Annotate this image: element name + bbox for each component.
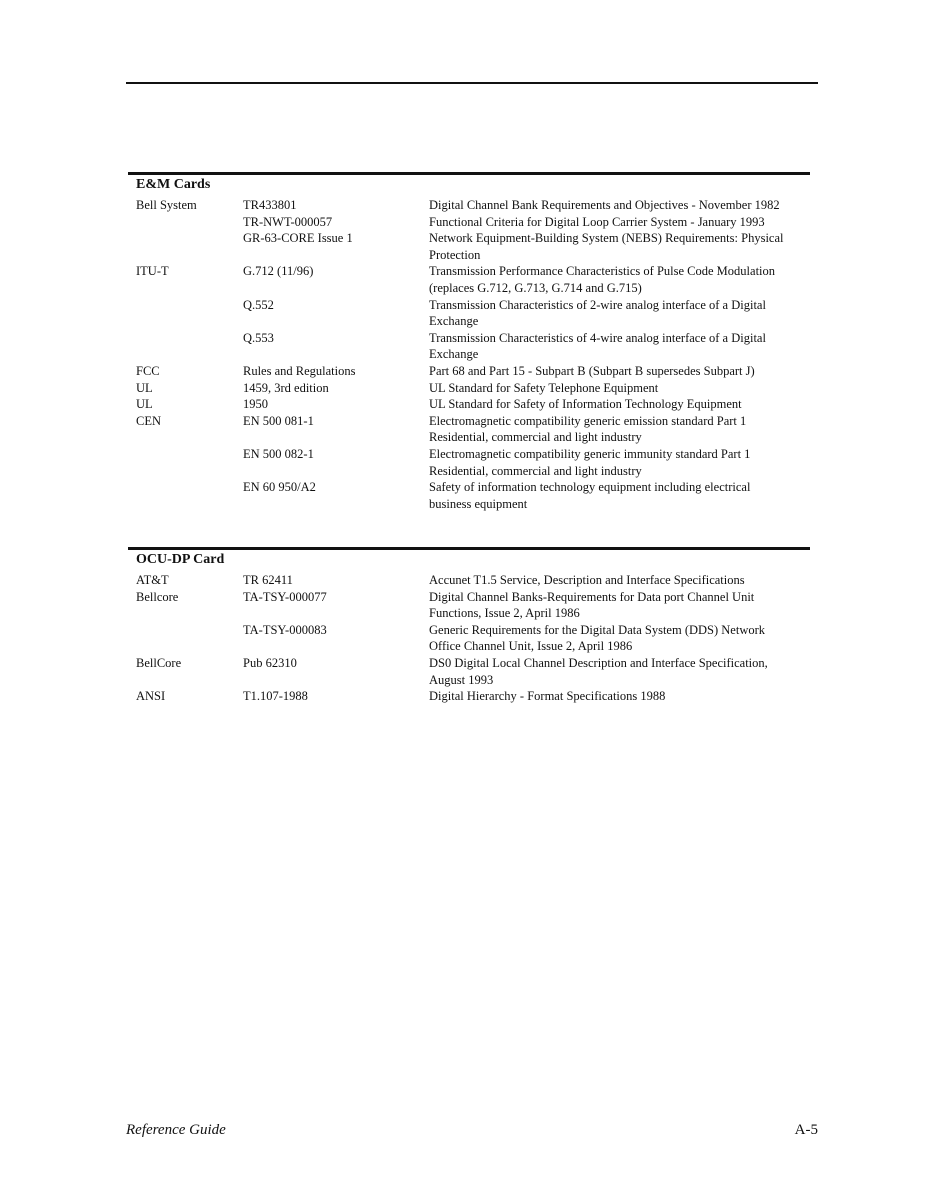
table-row	[133, 446, 810, 479]
section-heading: OCU-DP Card	[136, 552, 225, 567]
organization-cell: FCC	[136, 363, 160, 378]
standard-cell: TR433801	[243, 198, 297, 212]
organization-cell	[133, 479, 231, 512]
organization-cell: UL	[136, 397, 153, 412]
section-ocu-dp-card	[133, 547, 810, 705]
description-cell: Transmission Performance Characteristics of Pulse Code Modulation (replaces G.712, G.713, G.714 and G.715)	[429, 264, 776, 295]
description-cell: Digital Hierarchy - Format Specifications 1988	[429, 689, 666, 704]
description-cell: Transmission Characteristics of 4-wire analog interface of a Digital Exchange	[429, 330, 766, 362]
table-row	[133, 330, 810, 363]
description-cell: Transmission Characteristics of 2-wire analog interface of a Digital Exchange	[429, 297, 766, 329]
table-row	[133, 380, 810, 397]
standard-cell: T1.107-1988	[243, 689, 308, 704]
standard-cell: Q.552	[243, 297, 274, 312]
organization-cell	[133, 230, 231, 263]
standard-cell: Rules and Regulations	[243, 363, 356, 378]
description-cell: Electromagnetic compatibility generic emission standard Part 1 Residential, commercial and light industry	[429, 413, 747, 445]
organization-cell: UL	[136, 380, 153, 395]
table-row	[133, 655, 810, 688]
table-row	[133, 688, 810, 705]
section-heading: E&M Cards	[136, 177, 211, 192]
organization-cell	[133, 330, 231, 363]
standards-table	[133, 572, 810, 705]
table-row	[133, 214, 810, 231]
description-cell: Part 68 and Part 15 - Subpart B (Subpart B supersedes Subpart J)	[429, 363, 755, 378]
description-cell: UL Standard for Safety of Information Technology Equipment	[429, 397, 742, 412]
organization-cell: CEN	[136, 413, 161, 428]
description-cell: Electromagnetic compatibility generic immunity standard Part 1 Residential, commercial and light industry	[429, 446, 751, 478]
table-row	[133, 413, 810, 446]
standard-cell: GR-63-CORE Issue 1	[243, 231, 353, 246]
description-cell: Functional Criteria for Digital Loop Carrier System - January 1993	[429, 214, 765, 229]
description-cell: Digital Channel Banks-Requirements for Data port Channel Unit Functions, Issue 2, April 1986	[429, 589, 755, 621]
organization-cell: AT&T	[136, 573, 169, 587]
table-row	[133, 622, 810, 655]
standard-cell: 1459, 3rd edition	[243, 380, 329, 395]
section-em-cards	[133, 172, 810, 512]
table-row	[133, 230, 810, 263]
standard-cell: TA-TSY-000077	[243, 589, 327, 604]
standard-cell: TR-NWT-000057	[243, 214, 333, 229]
footer-page-number: A-5	[794, 1122, 818, 1138]
section-rule	[128, 172, 810, 175]
table-row	[133, 263, 810, 296]
organization-cell: BellCore	[136, 655, 182, 670]
table-row	[133, 572, 810, 589]
description-cell: Digital Channel Bank Requirements and Objectives - November 1982	[429, 198, 780, 212]
organization-cell	[133, 622, 231, 655]
description-cell: Accunet T1.5 Service, Description and Interface Specifications	[429, 573, 745, 587]
standard-cell: EN 500 081-1	[243, 413, 314, 428]
header-rule	[126, 82, 818, 84]
description-cell: Generic Requirements for the Digital Data System (DDS) Network Office Channel Unit, Issue 2, April 1986	[429, 622, 766, 654]
section-rule	[128, 547, 810, 550]
standards-table	[133, 197, 810, 512]
description-cell: Safety of information technology equipment including electrical business equipment	[429, 480, 751, 511]
organization-cell: Bell System	[136, 198, 197, 212]
standard-cell: TA-TSY-000083	[243, 622, 327, 637]
standard-cell: Q.553	[243, 330, 274, 345]
description-cell: Network Equipment-Building System (NEBS) Requirements: Physical Protection	[429, 231, 784, 262]
description-cell: DS0 Digital Local Channel Description and Interface Specification, August 1993	[429, 655, 768, 687]
table-row	[133, 197, 810, 214]
organization-cell	[133, 446, 231, 479]
table-row	[133, 479, 810, 512]
standard-cell: Pub 62310	[243, 655, 297, 670]
table-row	[133, 396, 810, 413]
table-row	[133, 363, 810, 380]
organization-cell: Bellcore	[136, 589, 179, 604]
organization-cell	[133, 214, 231, 231]
organization-cell: ITU-T	[136, 264, 169, 279]
organization-cell	[133, 297, 231, 330]
standard-cell: EN 500 082-1	[243, 446, 314, 461]
standard-cell: 1950	[243, 397, 268, 412]
footer-guide-title: Reference Guide	[126, 1122, 226, 1138]
organization-cell: ANSI	[136, 689, 166, 704]
table-row	[133, 589, 810, 622]
standard-cell: G.712 (11/96)	[243, 264, 314, 279]
standard-cell: TR 62411	[243, 573, 293, 587]
standard-cell: EN 60 950/A2	[243, 480, 316, 495]
description-cell: UL Standard for Safety Telephone Equipment	[429, 380, 659, 395]
table-row	[133, 297, 810, 330]
